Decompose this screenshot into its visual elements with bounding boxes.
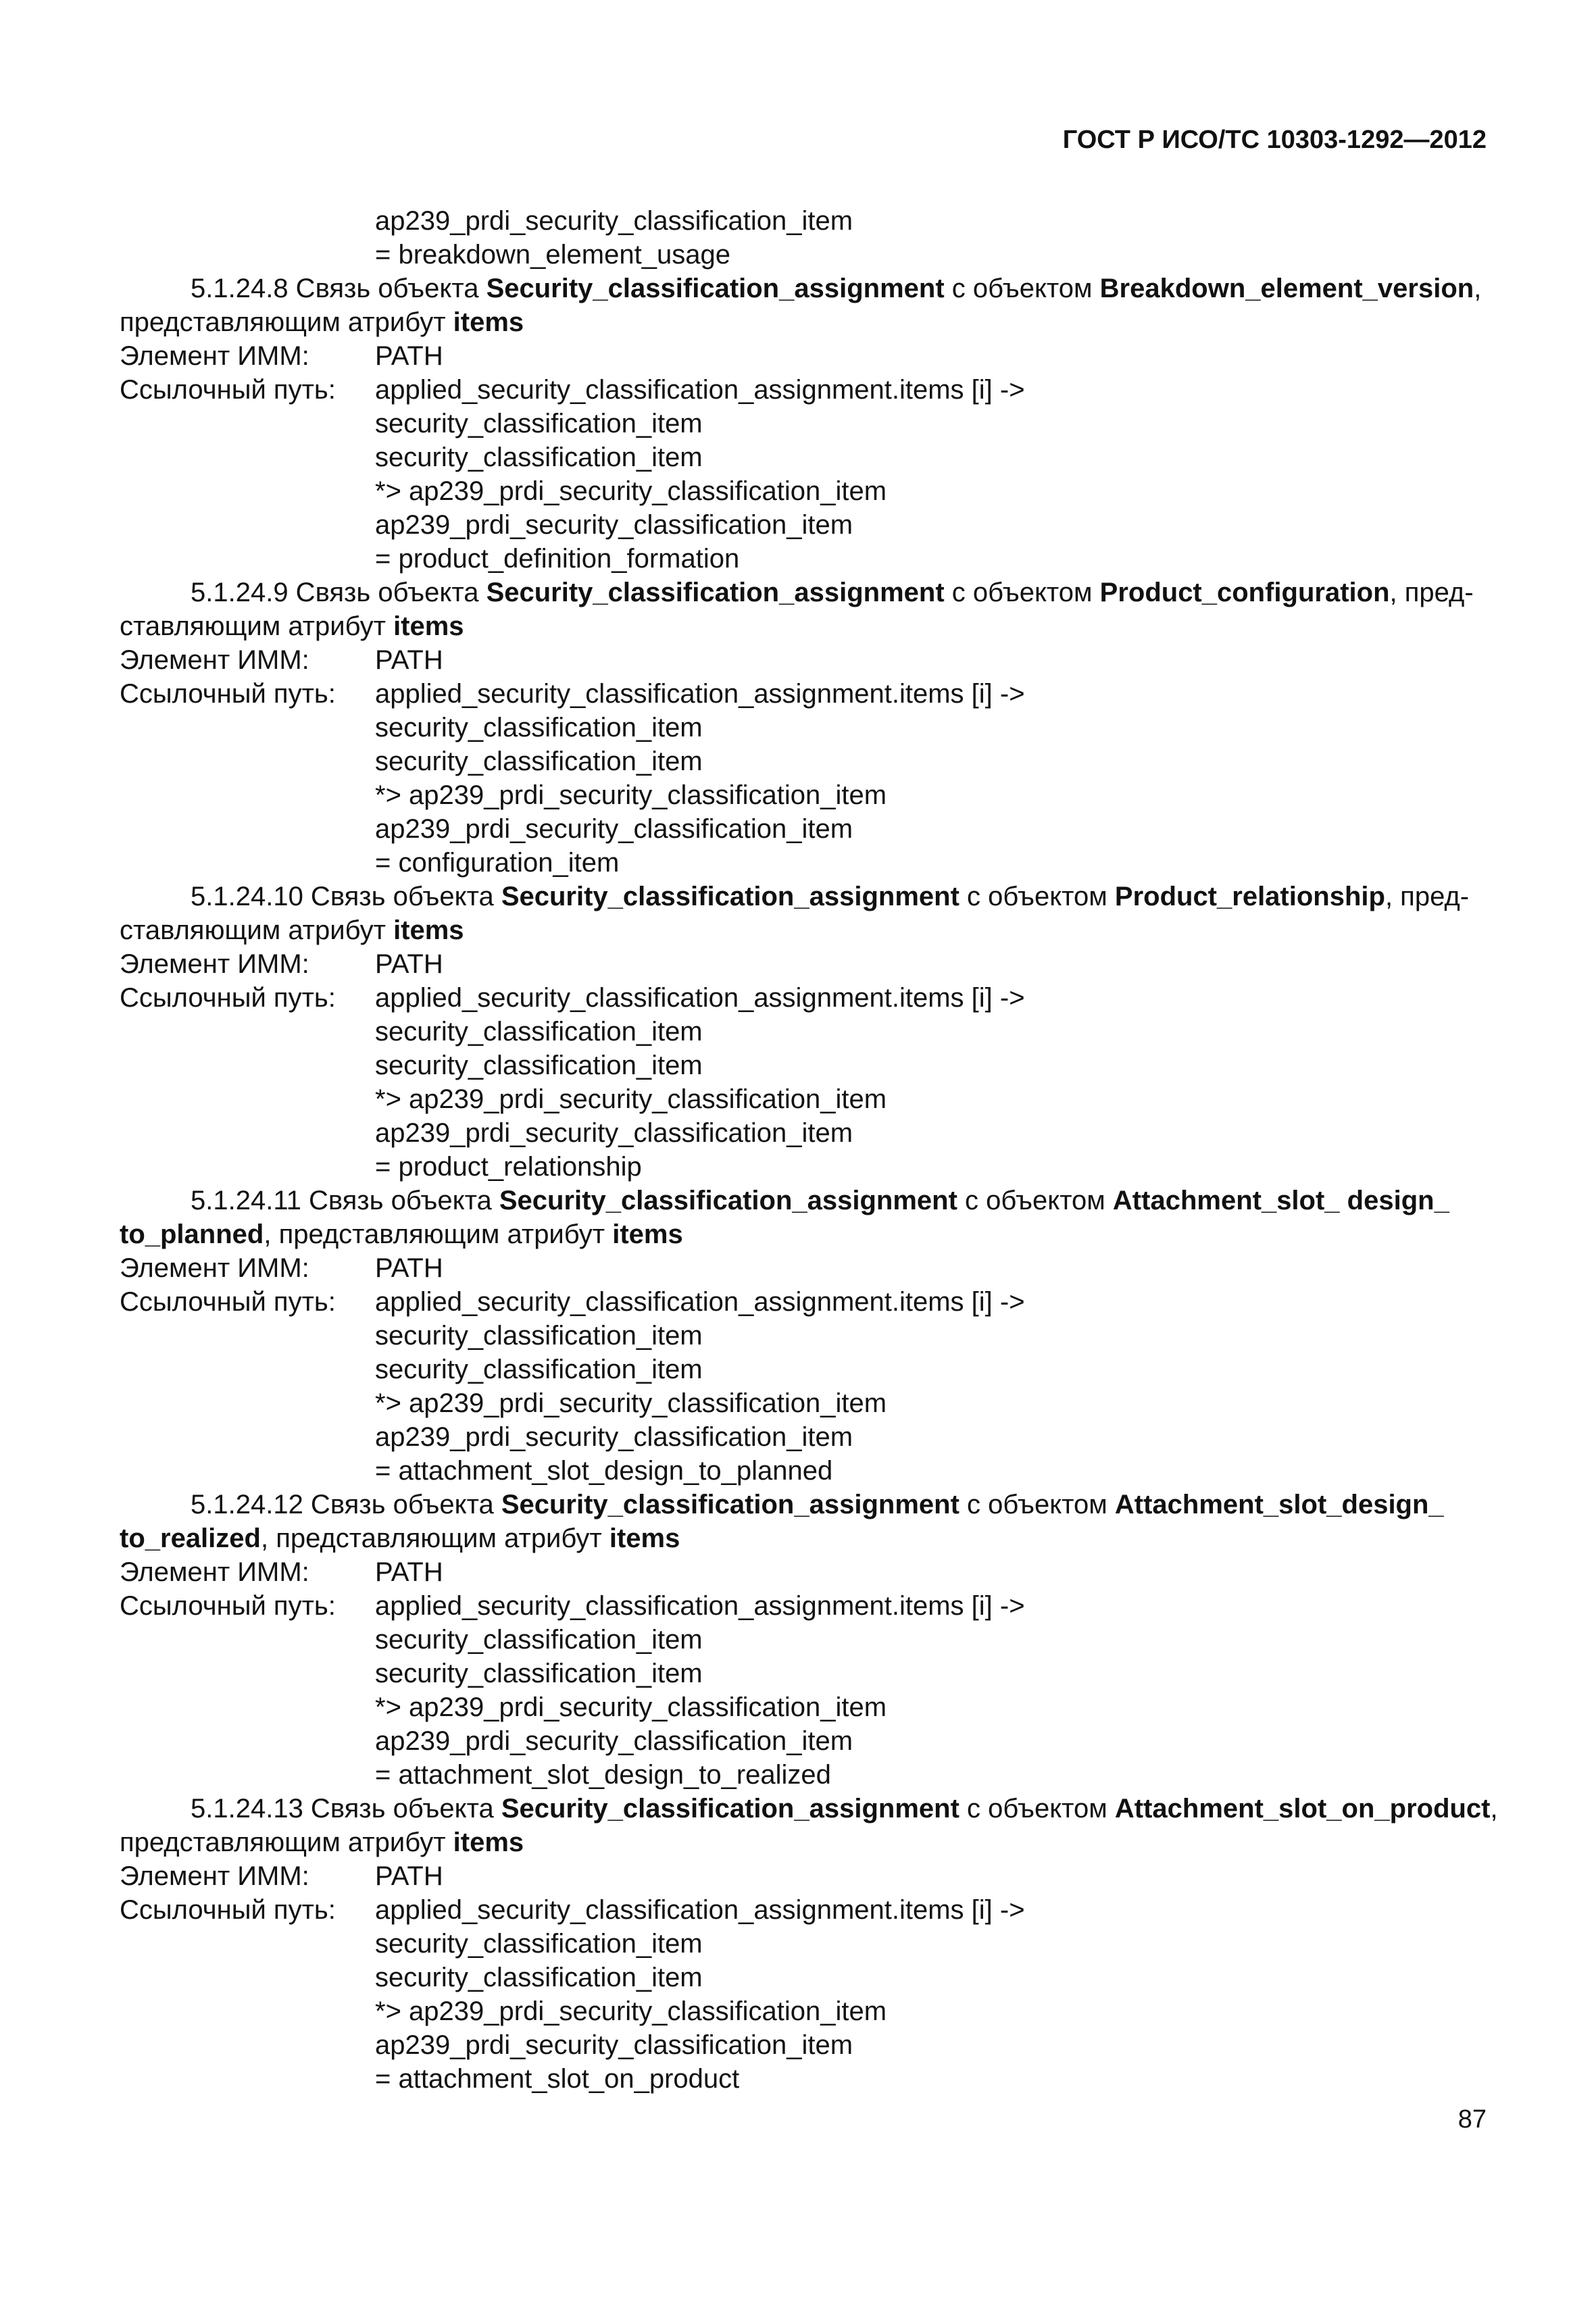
path-line: ap239_prdi_security_classification_item	[375, 1118, 853, 1148]
section-heading: 5.1.24.8 Связь объекта Security_classification_assignment с объектом Breakdown_element_version,	[191, 274, 1482, 303]
document-header: ГОСТ Р ИСО/ТС 10303-1292—2012	[1062, 126, 1487, 154]
section-heading: 5.1.24.10 Связь объекта Security_classification_assignment с объектом Product_relationship, пред-	[191, 882, 1470, 911]
path-line: security_classification_item	[375, 443, 703, 472]
path-line: ap239_prdi_security_classification_item	[375, 510, 853, 540]
section-heading: 5.1.24.12 Связь объекта Security_classification_assignment с объектом Attachment_slot_design_	[191, 1490, 1444, 1519]
section-heading-cont: to_realized, представляющим атрибут items	[120, 1524, 680, 1553]
element-label: Элемент ИММ:	[120, 1253, 309, 1283]
path-line: security_classification_item	[375, 1963, 703, 1992]
path-line: = attachment_slot_design_to_planned	[375, 1456, 833, 1486]
path-line: security_classification_item	[375, 409, 703, 438]
section-heading-cont: ставляющим атрибут items	[120, 915, 464, 945]
intro-line: ap239_prdi_security_classification_item	[375, 206, 853, 236]
path-line: security_classification_item	[375, 1051, 703, 1080]
element-value: PATH	[375, 341, 443, 371]
element-label: Элемент ИММ:	[120, 341, 309, 371]
path-line: applied_security_classification_assignment.items [i] ->	[375, 1287, 1025, 1317]
path-line: = configuration_item	[375, 848, 620, 878]
path-line: *> ap239_prdi_security_classification_item	[375, 476, 887, 506]
intro-line: = breakdown_element_usage	[375, 240, 730, 270]
path-line: *> ap239_prdi_security_classification_item	[375, 1388, 887, 1418]
element-row	[120, 1555, 1491, 1589]
path-line: *> ap239_prdi_security_classification_item	[375, 1996, 887, 2026]
page-number: 87	[1457, 2105, 1487, 2134]
element-label: Элемент ИММ:	[120, 1861, 309, 1891]
path-label: Ссылочный путь:	[120, 983, 336, 1013]
element-row	[120, 1859, 1491, 1893]
path-label: Ссылочный путь:	[120, 1591, 336, 1621]
path-line: ap239_prdi_security_classification_item	[375, 2030, 853, 2060]
path-line: applied_security_classification_assignment.items [i] ->	[375, 1895, 1025, 1925]
path-row	[120, 981, 1491, 1015]
path-row	[120, 1589, 1491, 1623]
path-line: ap239_prdi_security_classification_item	[375, 814, 853, 844]
path-line: = attachment_slot_on_product	[375, 2064, 740, 2094]
document-body	[120, 204, 1498, 2096]
section-heading: 5.1.24.13 Связь объекта Security_classification_assignment с объектом Attachment_slot_on_product,	[191, 1794, 1498, 1823]
section-heading-cont: to_planned, представляющим атрибут items	[120, 1219, 683, 1249]
section-heading-cont: представляющим атрибут items	[120, 307, 524, 337]
path-line: security_classification_item	[375, 747, 703, 776]
path-label: Ссылочный путь:	[120, 1895, 336, 1925]
element-label: Элемент ИММ:	[120, 949, 309, 979]
path-line: applied_security_classification_assignment.items [i] ->	[375, 679, 1025, 709]
element-value: PATH	[375, 645, 443, 675]
path-line: security_classification_item	[375, 1659, 703, 1688]
path-row	[120, 1893, 1491, 1927]
path-line: security_classification_item	[375, 713, 703, 743]
path-line: ap239_prdi_security_classification_item	[375, 1726, 853, 1756]
path-row	[120, 373, 1491, 407]
path-line: *> ap239_prdi_security_classification_item	[375, 780, 887, 810]
path-row	[120, 677, 1491, 711]
element-value: PATH	[375, 949, 443, 979]
section-heading-cont: ставляющим атрибут items	[120, 611, 464, 641]
path-line: *> ap239_prdi_security_classification_item	[375, 1692, 887, 1722]
element-row	[120, 643, 1491, 677]
path-label: Ссылочный путь:	[120, 375, 336, 405]
section-heading: 5.1.24.9 Связь объекта Security_classification_assignment с объектом Product_configuration, пред-	[191, 578, 1474, 607]
element-row	[120, 947, 1491, 981]
path-line: = product_relationship	[375, 1152, 642, 1182]
path-line: security_classification_item	[375, 1321, 703, 1351]
element-row	[120, 1251, 1491, 1285]
path-line: security_classification_item	[375, 1017, 703, 1047]
section-heading: 5.1.24.11 Связь объекта Security_classification_assignment с объектом Attachment_slot_ design_	[191, 1186, 1449, 1215]
path-line: applied_security_classification_assignment.items [i] ->	[375, 1591, 1025, 1621]
section-heading-cont: представляющим атрибут items	[120, 1828, 524, 1857]
path-label: Ссылочный путь:	[120, 679, 336, 709]
path-line: *> ap239_prdi_security_classification_item	[375, 1084, 887, 1114]
path-line: applied_security_classification_assignment.items [i] ->	[375, 375, 1025, 405]
element-label: Элемент ИММ:	[120, 645, 309, 675]
path-line: = attachment_slot_design_to_realized	[375, 1760, 831, 1790]
element-label: Элемент ИММ:	[120, 1557, 309, 1587]
element-value: PATH	[375, 1861, 443, 1891]
element-value: PATH	[375, 1557, 443, 1587]
path-line: security_classification_item	[375, 1625, 703, 1655]
path-line: ap239_prdi_security_classification_item	[375, 1422, 853, 1452]
path-label: Ссылочный путь:	[120, 1287, 336, 1317]
path-line: applied_security_classification_assignment.items [i] ->	[375, 983, 1025, 1013]
path-line: security_classification_item	[375, 1355, 703, 1384]
path-line: security_classification_item	[375, 1929, 703, 1959]
path-row	[120, 1285, 1491, 1319]
element-value: PATH	[375, 1253, 443, 1283]
path-line: = product_definition_formation	[375, 544, 740, 574]
element-row	[120, 339, 1491, 373]
